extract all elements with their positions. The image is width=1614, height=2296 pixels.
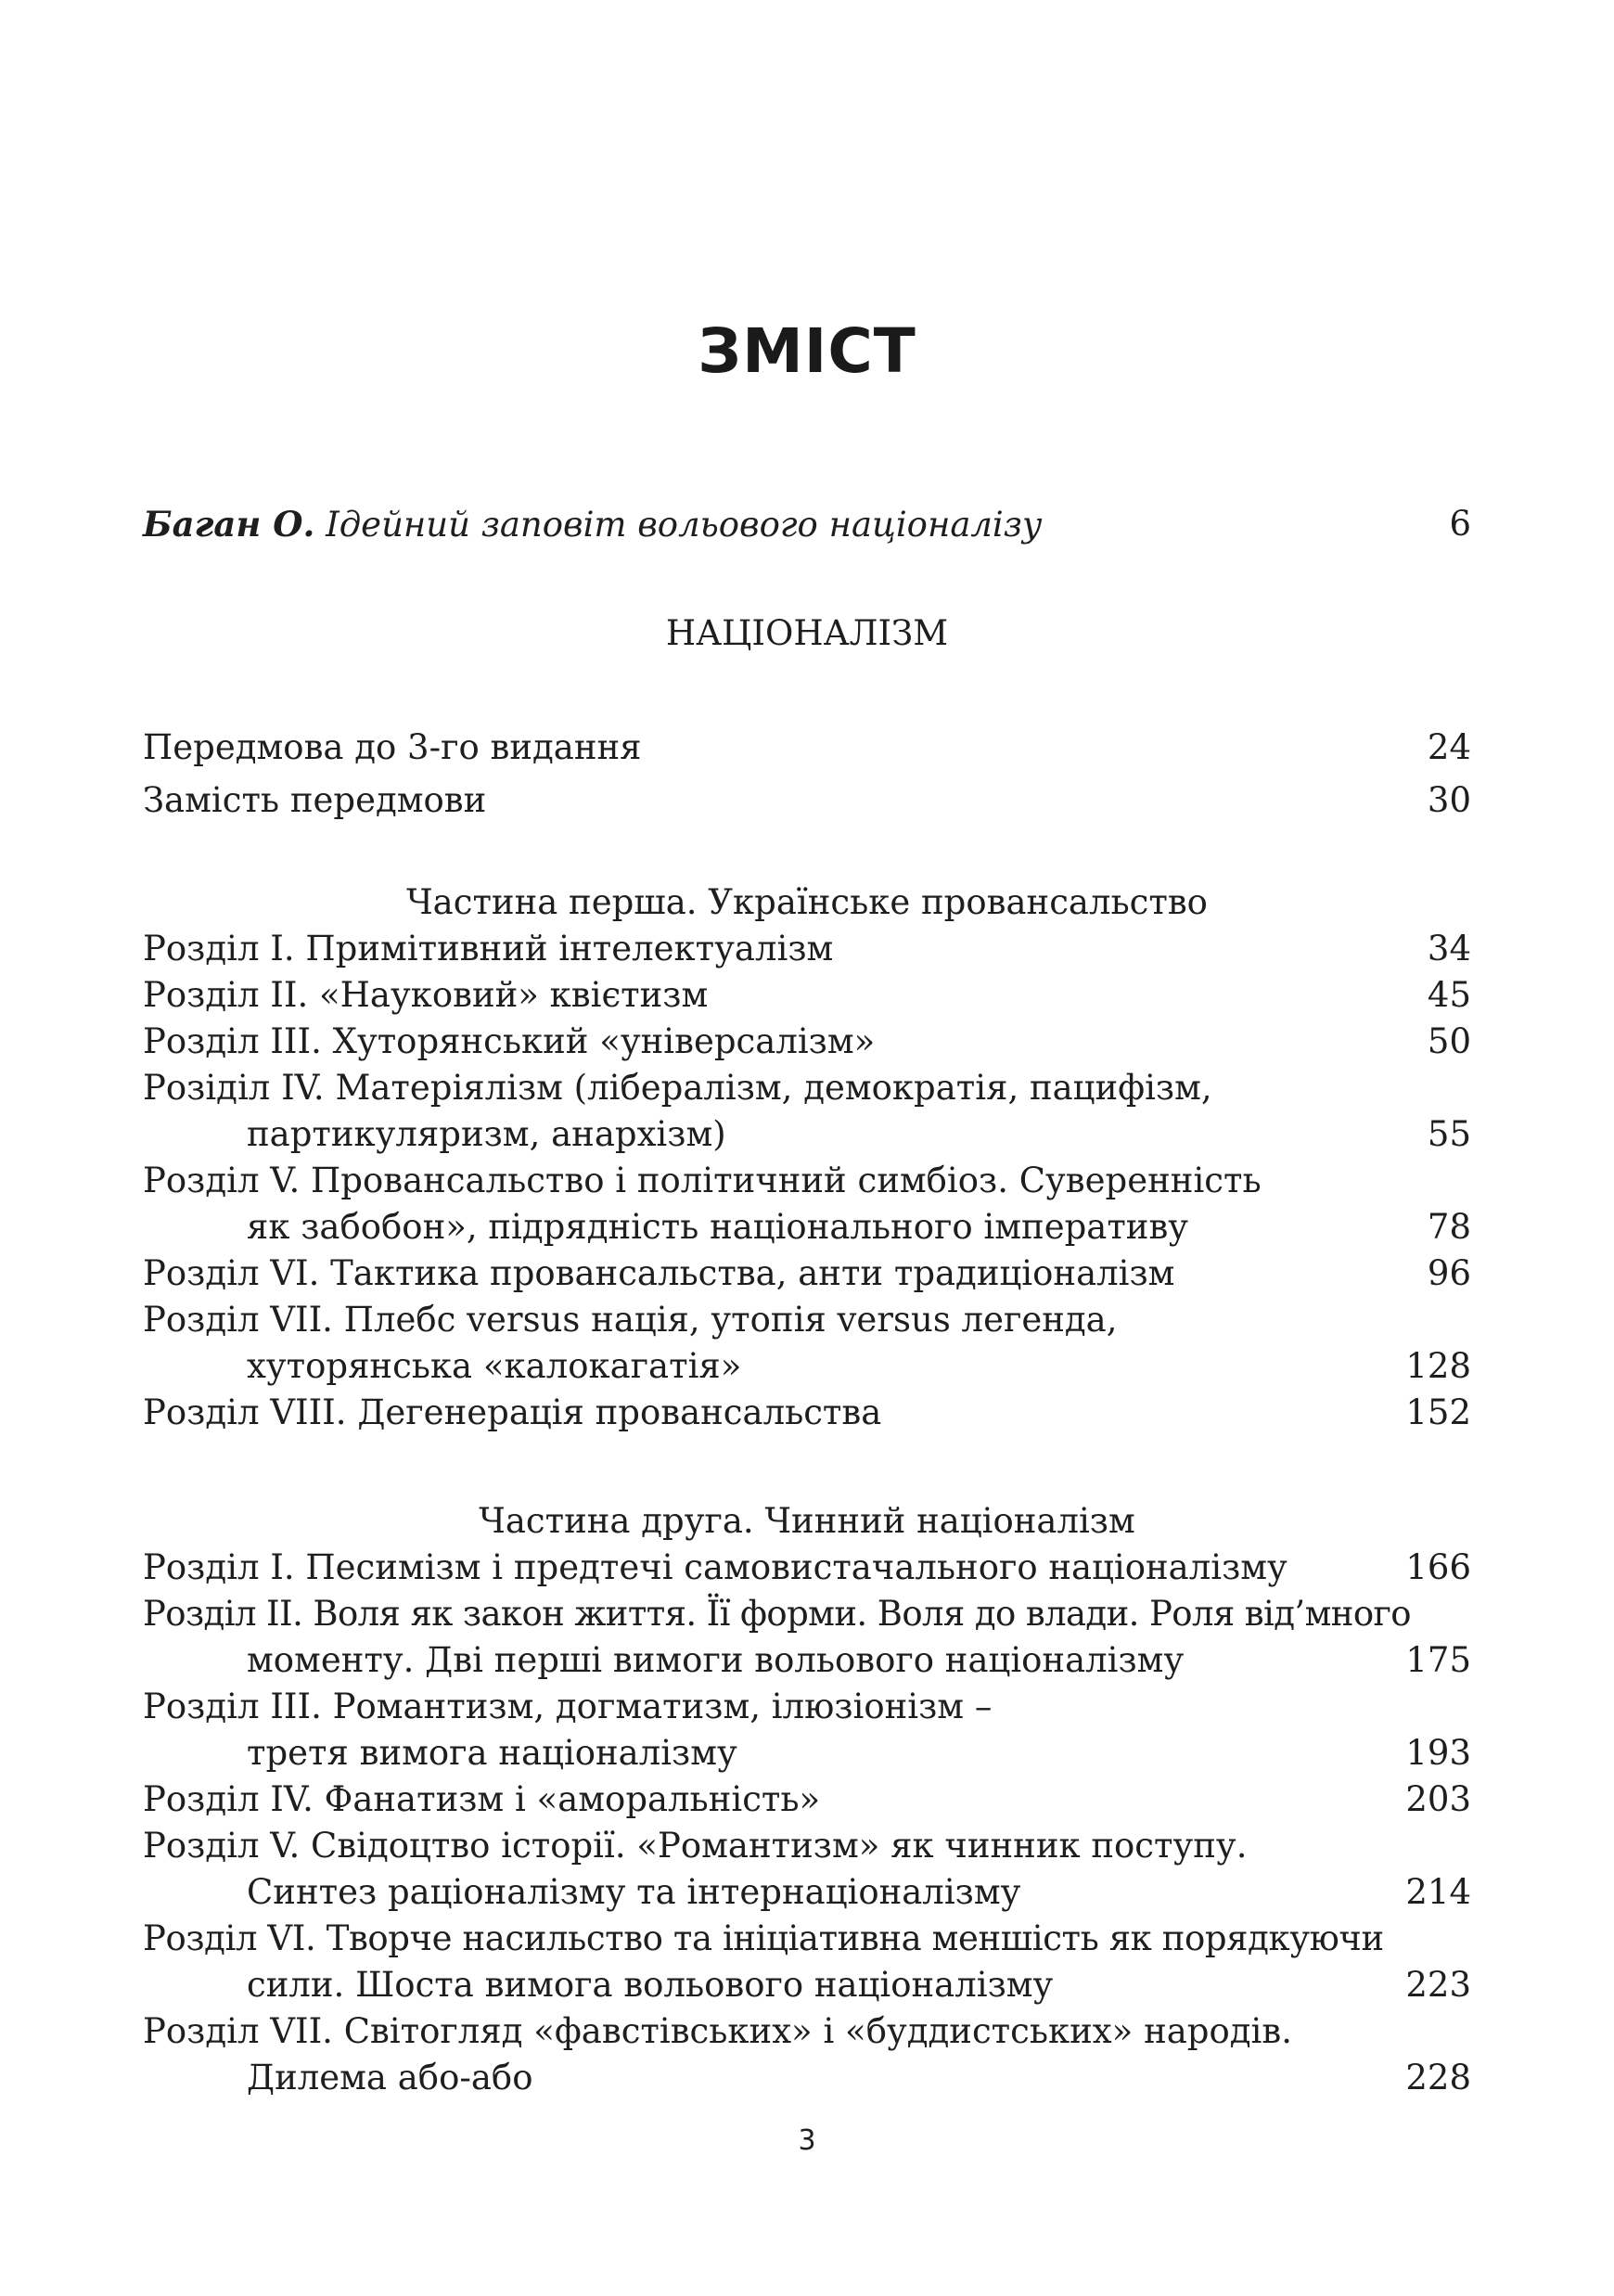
page-ref: 34 (1427, 929, 1471, 968)
page-title: ЗМІСТ (698, 315, 916, 387)
page-ref: 6 (1449, 504, 1471, 544)
page-ref: 228 (1405, 2058, 1471, 2097)
page-ref: 175 (1405, 1640, 1471, 1680)
toc-entry (143, 972, 1471, 1019)
page-ref: 166 (1405, 1547, 1471, 1587)
page-ref: 45 (1427, 975, 1471, 1015)
page-ref: 78 (1427, 1207, 1471, 1247)
toc-entry (143, 725, 1471, 771)
section-heading: НАЦІОНАЛІЗМ (665, 613, 949, 653)
page-ref: 223 (1405, 1965, 1471, 2005)
toc-entry-title: Передмова до 3-го видання (143, 727, 642, 767)
page-ref: 24 (1427, 727, 1471, 767)
toc-entry-title-cont: як забобон», підрядність національного імперативу (247, 1207, 1189, 1247)
toc-entry-title: Замість передмови (143, 780, 487, 820)
part-heading: Частина друга. Чинний націоналізм (479, 1501, 1135, 1541)
toc-entry-title: Розділ VIII. Дегенерація провансальства (143, 1392, 882, 1432)
toc-entry-title: Розділ І. Песимізм і предтечі самовистачального націоналізму (143, 1547, 1287, 1587)
toc-entry-title-cont: Дилема або-або (247, 2058, 533, 2097)
toc-entry (143, 1823, 1471, 1869)
page-ref: 203 (1405, 1779, 1471, 1819)
toc-entry (143, 777, 1471, 824)
page-ref: 55 (1427, 1114, 1471, 1154)
page-ref: 50 (1427, 1021, 1471, 1061)
toc-entry-title-cont: сили. Шоста вимога вольового націоналізму (247, 1965, 1054, 2005)
toc-entry-title: Розділ VI. Тактика провансальства, анти традиціоналізм (143, 1253, 1175, 1293)
page-ref: 193 (1405, 1733, 1471, 1773)
toc-entry (143, 1251, 1471, 1297)
toc-entry (143, 2008, 1471, 2055)
toc-entry-continuation (143, 1869, 1471, 1916)
toc-entry-title: Розділ І. Примітивний інтелектуалізм (143, 929, 834, 968)
toc-entry-continuation (143, 1730, 1471, 1777)
toc-entry (143, 1684, 1471, 1730)
page-ref: 96 (1427, 1253, 1471, 1293)
toc-entry (143, 1777, 1471, 1823)
toc-entry (143, 1916, 1471, 1962)
page-ref: 30 (1427, 780, 1471, 820)
toc-entry-title: Розділ VI. Творче насильство та ініціативна меншість як порядкуючи (143, 1918, 1384, 1958)
toc-entry-title-cont: партикуляризм, анархізм) (247, 1114, 726, 1154)
toc-entry-title: Розділ ІІ. «Науковий» квієтизм (143, 975, 709, 1015)
intro-work: Ідейний заповіт вольового націоналізу (326, 505, 1043, 545)
toc-entry-title-cont: третя вимога націоналізму (247, 1733, 737, 1773)
toc-entry-title: Розділ ІІІ. Хуторянський «універсалізм» (143, 1021, 876, 1061)
toc-entry-title: Розділ VII. Плебс versus нація, утопія versus легенда, (143, 1300, 1118, 1340)
page-ref: 214 (1405, 1872, 1471, 1912)
toc-entry-intro (143, 501, 1471, 547)
toc-entry-title: Розділ IV. Фанатизм і «аморальність» (143, 1779, 821, 1819)
toc-entry-continuation (143, 1111, 1471, 1158)
toc-entry-title: Розділ VII. Світогляд «фавстівських» і «буддистських» народів. (143, 2011, 1292, 2051)
toc-entry-title: Розділ V. Свідоцтво історії. «Романтизм» як чинник поступу. (143, 1826, 1248, 1866)
intro-author: Баган О. (143, 504, 315, 545)
toc-entry-title: Розділ ІІ. Воля як закон життя. Її форми. Воля до влади. Роля від’много (143, 1594, 1411, 1634)
toc-entry-continuation (143, 1343, 1471, 1390)
toc-entry-title-cont: моменту. Дві перші вимоги вольового націоналізму (247, 1640, 1185, 1680)
toc-entry-continuation (143, 1962, 1471, 2008)
toc-entry-title-cont: хуторянська «калокагатія» (247, 1346, 742, 1386)
toc-entry (143, 1390, 1471, 1436)
toc-entry (143, 1297, 1471, 1343)
toc-entry (143, 1158, 1471, 1204)
page-ref: 128 (1405, 1346, 1471, 1386)
toc-entry-continuation (143, 2055, 1471, 2101)
toc-entry-title: Розіділ IV. Матеріялізм (лібералізм, демократія, пацифізм, (143, 1068, 1212, 1108)
toc-entry (143, 1065, 1471, 1111)
toc-entry-continuation (143, 1637, 1471, 1684)
toc-entry (143, 1545, 1471, 1591)
toc-entry (143, 926, 1471, 972)
page-ref: 152 (1405, 1392, 1471, 1432)
toc-entry-title: Розділ V. Провансальство і політичний симбіоз. Суверенність (143, 1161, 1262, 1200)
page-number: 3 (798, 2124, 816, 2157)
toc-entry-title: Розділ ІІІ. Романтизм, догматизм, ілюзіонізм – (143, 1687, 993, 1726)
toc-entry (143, 1019, 1471, 1065)
part-heading: Частина перша. Українське провансальство (406, 882, 1208, 922)
toc-entry-continuation (143, 1204, 1471, 1251)
toc-entry (143, 1591, 1471, 1637)
toc-entry-title-cont: Синтез раціоналізму та інтернаціоналізму (247, 1872, 1021, 1912)
